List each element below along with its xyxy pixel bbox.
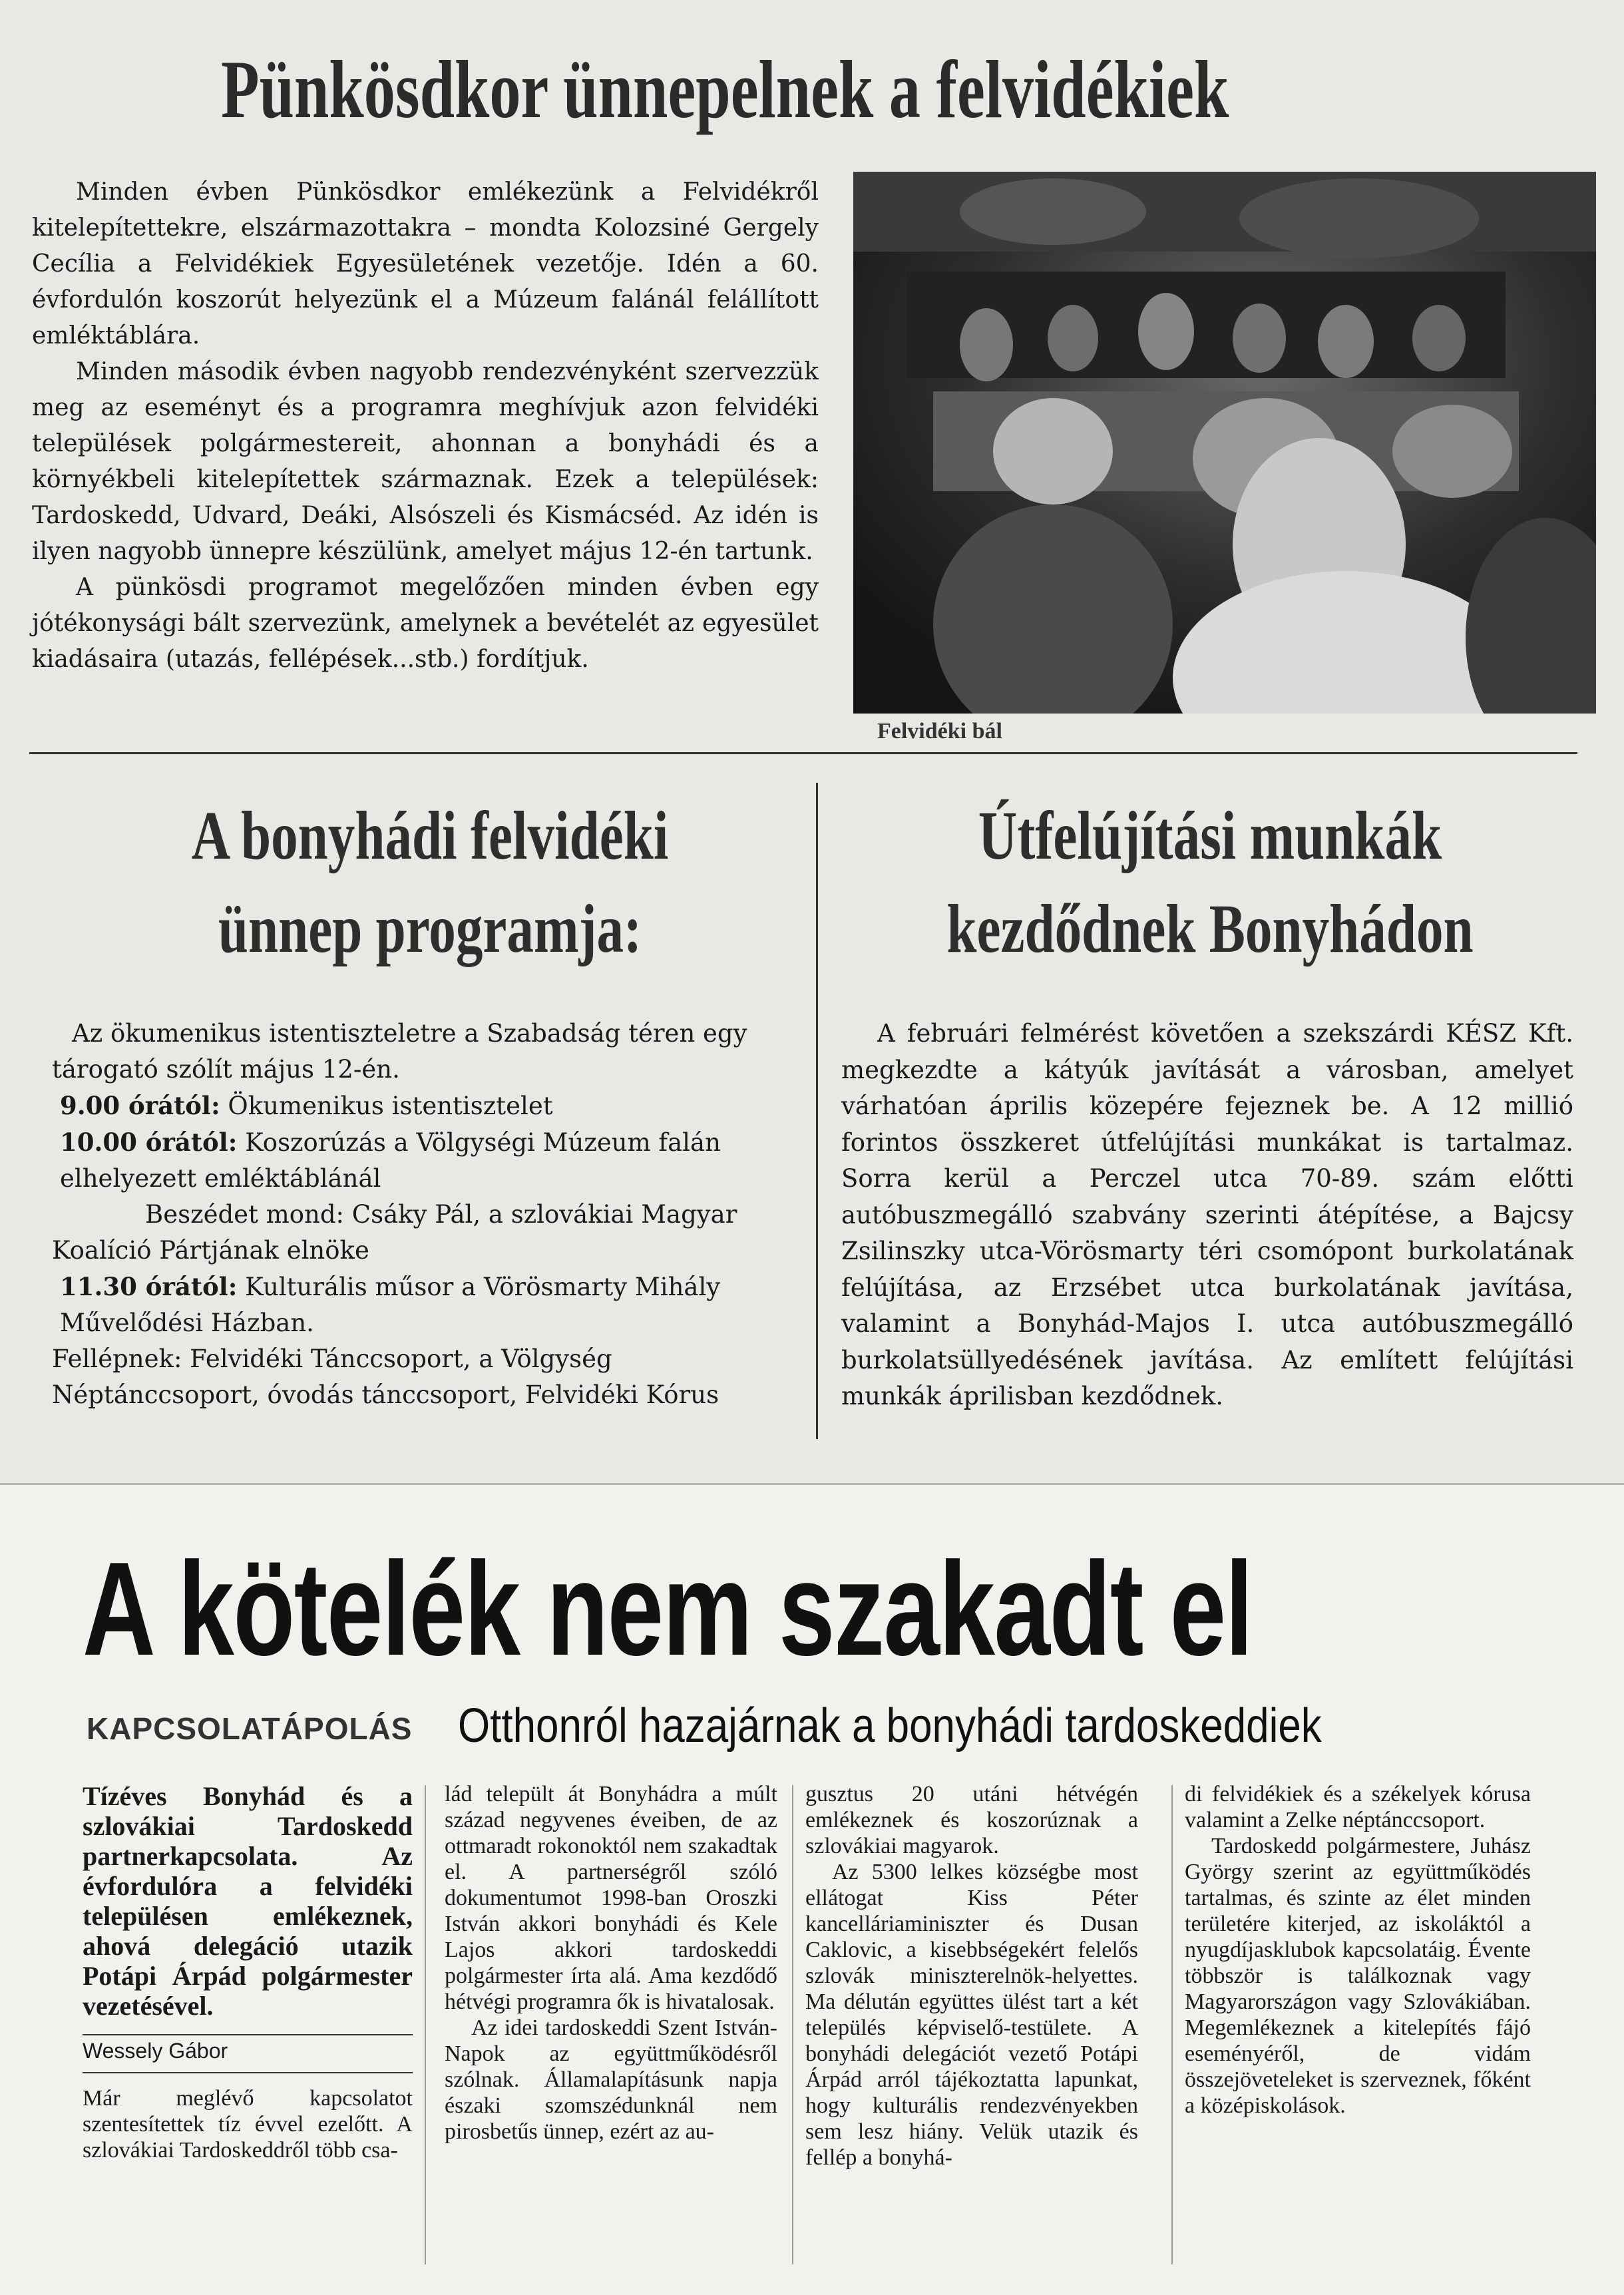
article4-paragraph: Az 5300 lelkes községbe most ellátogat Kiss Péter kancelláriaminiszter és Dusan Caklovic, a kisebbségekért felelős szlovák miniszterelnök-helyettes. Ma délután együttes ülést tart a két település képviselő-testülete. A bonyhádi delegációt vezető Potápi Árpád arról tájékoztatta lapunkat, hogy kulturális rendezvényekben sem lesz hiány. Velük utazik és fellép a bonyhá- — [805, 1860, 1138, 2170]
article4-byline: Wessely Gábor — [83, 2034, 413, 2064]
photo-felvideki-bal — [853, 172, 1596, 714]
program-text: Kulturális műsor a Vörösmarty Mihály Művelődési Házban. — [60, 1273, 721, 1337]
program-intro: Az ökumenikus istentiszteletre a Szabadság téren egy tárogató szólít május 12-én. — [52, 1019, 747, 1084]
article4-column-1 — [83, 1781, 413, 2163]
article4-column-2 — [445, 1781, 777, 2145]
article4-paragraph: di felvidékiek és a székelyek kórusa valamint a Zelke néptánccsoport. — [1185, 1782, 1531, 1832]
article2-body — [52, 1016, 792, 1413]
program-time: 11.30 órától: — [60, 1272, 238, 1301]
article2-title-line1: A bonyhádi felvidéki — [191, 797, 669, 874]
program-item — [52, 1088, 792, 1124]
article4-lead: Tízéves Bonyhád és a szlovákiai Tardoskedd partnerkapcsolata. Az évfordulóra a felvidéki településen emlékeznek, ahová delegáció utazik Potápi Árpád polgármester vezetésével. — [83, 1781, 413, 2021]
article3-title-line2: kezdődnek Bonyhádon — [946, 891, 1474, 967]
program-time: 9.00 órától: — [60, 1091, 220, 1120]
divider-horizontal — [29, 752, 1577, 754]
program-item — [52, 1269, 792, 1341]
article3-body — [841, 1016, 1573, 1415]
program-item — [52, 1124, 792, 1197]
article3-title-line1: Útfelújítási munkák — [978, 797, 1442, 874]
article4-paragraph: gusztus 20 utáni hétvégén emlékeznek és koszorúznak a szlovákiai magyarok. — [805, 1782, 1138, 1858]
article3-paragraph: A februári felmérést követően a szekszárdi KÉSZ Kft. megkezdte a kátyúk javítását a városban, amelyet várhatóan április közepére fejeznek be. A 12 millió forintos összkeret útfelújítási munkákat is tartalmaz. Sorra kerül a Perczel utca 70-89. szám előtti autóbuszmegálló szabvány szerinti átépítése, a Bajcsy Zsilinszky utca-Vörösmarty téri csomópont burkolatának felújítása, az Erzsébet utca burkolatának javítása, valamint a Bonyhád-Majos I. utca autóbuszmegálló burkolatsüllyedésének javítása. Az említett felújítási munkák áprilisban kezdődnek. — [841, 1019, 1573, 1410]
article4-paragraph: Már meglévő kapcsolatot szentesítettek tíz évvel ezelőtt. A szlovákiai Tardoskeddről több csa- — [83, 2072, 413, 2163]
article3-title — [909, 793, 1512, 972]
article4-column-4 — [1185, 1781, 1531, 2119]
article1-paragraph: Minden második évben nagyobb rendezvényként szervezzük meg az eseményt és a programra meghívjuk azon felvidéki települések polgármestereit, ahonnan a bonyhádi és a környékbeli kitelepítettek származnak. Ezek a települések: Tardoskedd, Udvard, Deáki, Alsószeli és Kismácséd. Az idén is ilyen nagyobb ünnepre készülünk, amelyet május 12-én tartunk. — [32, 358, 819, 565]
article4-paragraph: lád települt át Bonyhádra a múlt század negyvenes éveiben, de az ottmaradt rokonoktól nem szakadtak el. A partnerségről szóló dokumentumot 1998-ban Oroszki István akkori bonyhádi és Kele Lajos akkori tardoskeddi polgármester írta alá. Ama kezdődő hétvégi programra ők is hivatalosak. — [445, 1782, 777, 2014]
article1-paragraph: A pünkösdi programot megelőzően minden évben egy jótékonysági bált szervezünk, amelynek a bevételét az egyesület kiadásaira (utazás, fellépések...stb.) fordítjuk. — [32, 574, 819, 673]
photo-caption: Felvidéki bál — [877, 719, 1002, 743]
article4-paragraph: Az idei tardoskeddi Szent István-Napok az együttműködésről szólnak. Államalapításunk napja északi szomszédunknál nem pirosbetűs ünnep, ezért az au- — [445, 2015, 777, 2144]
column-divider — [1171, 1785, 1173, 2264]
article4-subtitle: Otthonról hazajárnak a bonyhádi tardoskeddiek — [458, 1699, 1322, 1753]
article4-paragraph: Tardoskedd polgármestere, Juhász György szerint az együttműködés tartalmas, és szinte az élet minden területére kiterjed, az iskoláktól a nyugdíjasklubok kapcsolatáig. Évente többször is találkoznak vagy Magyarországon vagy Szlovákiában. Megemlékeznek a kitelepítés fájó eseményéről, de vidám összejöveteleket is szerveznek, főként a középiskolások. — [1185, 1834, 1531, 2118]
article4-title: A kötelék nem szakadt el — [83, 1535, 1253, 1683]
article2-title-line2: ünnep programja: — [218, 891, 642, 967]
program-time: 10.00 órától: — [60, 1128, 238, 1157]
program-text: Koszorúzás a Völgységi Múzeum falán elhelyezett emléktáblánál — [60, 1128, 721, 1193]
program-speech: Beszédet mond: Csáky Pál, a szlovákiai Magyar Koalíció Pártjának elnöke — [52, 1200, 737, 1265]
column-divider — [425, 1785, 426, 2264]
program-performers: Fellépnek: Felvidéki Tánccsoport, a Völgység Néptánccsoport, óvodás tánccsoport, Felvidéki Kórus — [52, 1345, 719, 1409]
article4-column-3 — [805, 1781, 1138, 2171]
article1-body — [32, 174, 819, 678]
article1-title: Pünkösdkor ünnepelnek a felvidékiek — [221, 44, 1229, 135]
article4-kicker: KAPCSOLATÁPOLÁS — [87, 1711, 413, 1746]
divider-vertical — [816, 783, 818, 1439]
program-text: Ökumenikus istentisztelet — [228, 1092, 553, 1120]
article2-title — [134, 793, 725, 972]
article1-paragraph: Minden évben Pünkösdkor emlékezünk a Felvidékről kitelepítettekre, elszármazottakra – mondta Kolozsiné Gergely Cecília a Felvidékiek Egyesületének vezetője. Idén a 60. évfordulón koszorút helyezünk el a Múzeum falánál felállított emléktáblára. — [32, 178, 819, 349]
column-divider — [792, 1785, 793, 2264]
